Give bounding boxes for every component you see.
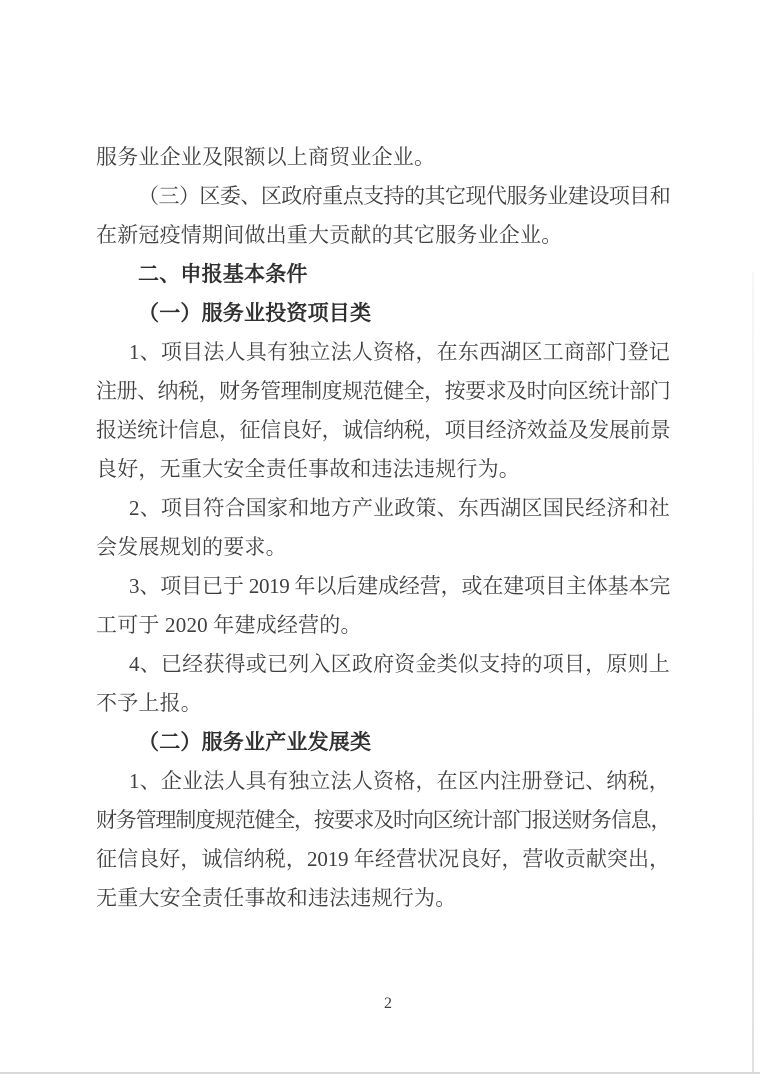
- text-line: 不予上报。: [96, 691, 202, 715]
- scan-artifact-vertical-line: [752, 272, 754, 1074]
- text-line: 服务业企业及限额以上商贸业企业。: [96, 145, 436, 169]
- text-line: 良好，无重大安全责任事故和违法违规行为。: [96, 457, 520, 481]
- text-line: 3、项目已于 2019 年以后建成经营，或在建项目主体基本完: [129, 574, 670, 598]
- text-line: 2、项目符合国家和地方产业政策、东西湖区国民经济和社: [129, 496, 670, 520]
- heading-line: （一）服务业投资项目类: [138, 302, 372, 325]
- page-number: 2: [384, 995, 392, 1012]
- text-line: 征信良好，诚信纳税，2019 年经营状况良好，营收贡献突出，: [96, 847, 670, 871]
- text-line: 会发展规划的要求。: [96, 535, 287, 559]
- text-line: 无重大安全责任事故和违法违规行为。: [96, 886, 457, 910]
- text-line: 1、企业法人具有独立法人资格，在区内注册登记、纳税，: [129, 769, 670, 793]
- text-line: 4、已经获得或已列入区政府资金类似支持的项目，原则上: [129, 652, 670, 676]
- text-line: （三）区委、区政府重点支持的其它现代服务业建设项目和: [138, 184, 670, 208]
- page-footer: [0, 995, 760, 1013]
- heading-line: （二）服务业产业发展类: [138, 731, 372, 754]
- document-body: [96, 138, 670, 918]
- heading-line: 二、申报基本条件: [138, 263, 308, 286]
- text-line: 报送统计信息，征信良好，诚信纳税，项目经济效益及发展前景: [96, 418, 670, 442]
- text-line: 工可于 2020 年建成经营的。: [96, 613, 362, 637]
- text-line: 注册、纳税，财务管理制度规范健全，按要求及时向区统计部门: [96, 379, 670, 403]
- text-line: 在新冠疫情期间做出重大贡献的其它服务业企业。: [96, 223, 563, 247]
- text-line: 财务管理制度规范健全，按要求及时向区统计部门报送财务信息，: [96, 808, 670, 832]
- text-line: 1、项目法人具有独立法人资格，在东西湖区工商部门登记: [129, 340, 670, 364]
